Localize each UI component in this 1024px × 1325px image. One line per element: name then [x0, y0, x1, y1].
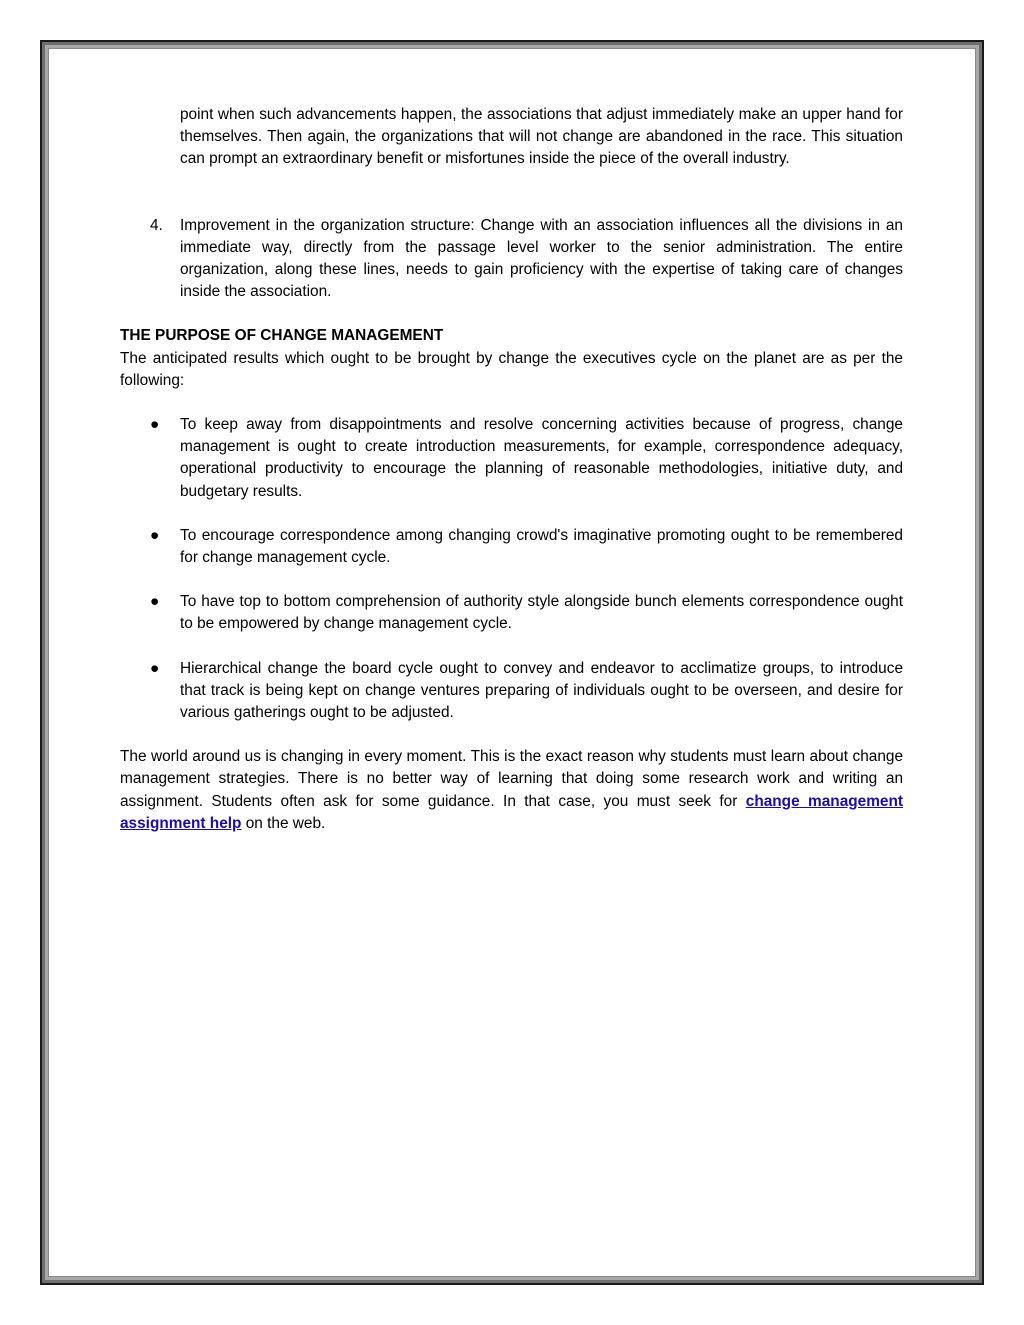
- closing-tail: on the web.: [241, 814, 326, 832]
- bullet-item: [120, 591, 903, 635]
- list-item-text: Improvement in the organization structure: Change with an association influences all the divisions in an immediate way, directly from the passage level worker to the senior administration. The entire organization, along these lines, needs to gain proficiency with the expertise of taking care of changes inside the association.: [180, 216, 903, 301]
- closing-text: The world around us is changing in every moment. This is the exact reason why students must learn about change management strategies. There is no better way of learning that doing some research work and writing an assignment. Students often ask for some guidance. In that case, you must seek for: [120, 748, 903, 810]
- section-heading: THE PURPOSE OF CHANGE MANAGEMENT: [120, 327, 444, 345]
- bullet-item: [120, 658, 903, 725]
- spacer: [120, 724, 903, 746]
- spacer: [120, 303, 903, 325]
- bullet-text: To have top to bottom comprehension of authority style alongside bunch elements correspondence ought to be empowered by change management cycle.: [180, 593, 903, 633]
- spacer: [120, 569, 903, 591]
- spacer: [120, 503, 903, 525]
- continuation-paragraph: point when such advancements happen, the associations that adjust immediately make an upper hand for themselves. Then again, the organizations that will not change are abandoned in the race. This situation can prompt an extraordinary benefit or misfortunes inside the piece of the overall industry.: [180, 106, 903, 168]
- numbered-list-item: [120, 215, 903, 304]
- spacer: [120, 392, 903, 414]
- closing-paragraph: [120, 746, 903, 835]
- bullet-item: [120, 525, 903, 569]
- bullet-marker: ●: [150, 659, 160, 677]
- spacer: [120, 636, 903, 658]
- section-intro: The anticipated results which ought to be brought by change the executives cycle on the planet are as per the following:: [120, 349, 903, 389]
- bullet-marker: ●: [150, 416, 160, 434]
- bullet-text: To keep away from disappointments and resolve concerning activities because of progress, change management is ought to create introduction measurements, for example, correspondence adequacy, operational productivity to encourage the planning of reasonable methodologies, initiative duty, and budgetary results.: [180, 416, 903, 500]
- document-body: [120, 104, 903, 835]
- bullet-marker: ●: [150, 593, 160, 611]
- bullet-text: To encourage correspondence among changing crowd's imaginative promoting ought to be remembered for change management cycle.: [180, 526, 903, 567]
- spacer: [120, 171, 903, 215]
- bullet-item: [120, 414, 903, 503]
- assignment-help-link[interactable]: change management assignment help: [120, 792, 903, 832]
- list-number: 4.: [150, 216, 163, 234]
- bullet-marker: ●: [150, 526, 160, 544]
- bullet-text: Hierarchical change the board cycle ought to convey and endeavor to acclimatize groups, to introduce that track is being kept on change ventures preparing of individuals ought to be overseen, and desire for various gatherings ought to be adjusted.: [180, 659, 903, 722]
